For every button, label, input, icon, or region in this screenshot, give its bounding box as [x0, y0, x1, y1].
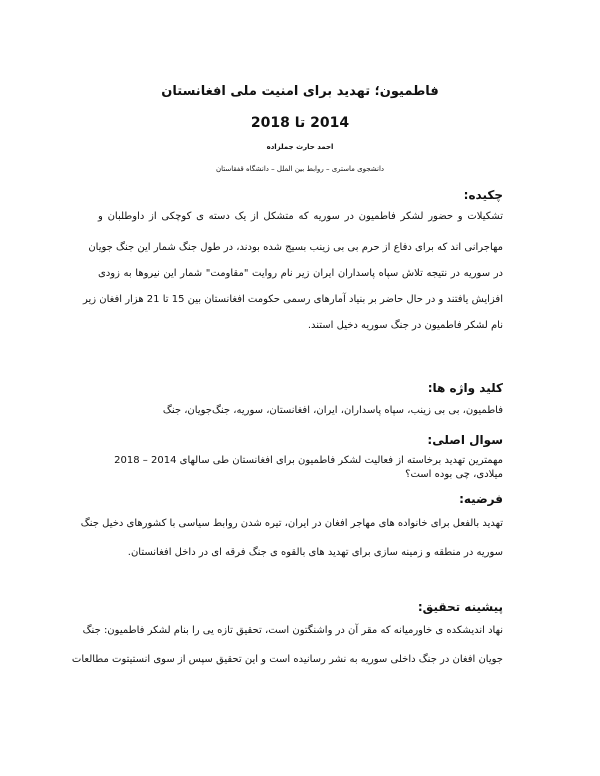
background-line: جویان افغان در جنگ داخلی سوریه به نشر رسانیده است و این تحقیق سپس از سوی انستیتوت مطالعات: [71, 654, 503, 665]
keywords-text: فاطمیون، بی بی زینب، سپاه پاسداران، ایران، افغانستان، سوریه، جنگ‌جویان، جنگ: [162, 405, 503, 416]
author-name: احمد حارث جملزاده: [266, 143, 334, 151]
keywords-heading: کلید واژه ها:: [427, 381, 503, 395]
main-question-heading: سوال اصلی:: [427, 433, 503, 447]
abstract-heading: چکیده:: [463, 188, 503, 202]
background-line: نهاد اندیشکده ی خاورمیانه که مقر آن در واشنگتون است، تحقیق تازه یی را بنام لشکر فاطمیون: جنگ: [82, 625, 503, 636]
paper-title: فاطمیون؛ تهدید برای امنیت ملی افغانستان: [161, 84, 439, 99]
abstract-line: مهاجرانی اند که برای دفاع از حرم بی بی زینب بسیج شده بودند، در طول جنگ شمار این جنگ جویان: [88, 242, 503, 253]
background-heading: پیشینه تحقیق:: [417, 600, 503, 614]
abstract-line: نام لشکر فاطمیون در جنگ سوریه دخیل استند.: [307, 320, 503, 331]
main-question-text: مهمترین تهدید برخاسته از فعالیت لشکر فاطمیون برای افغانستان طی سالهای 2014 – 2018 میلادی، چی بوده است؟: [114, 455, 503, 480]
abstract-line: در سوریه در نتیجه تلاش سپاه پاسداران ایران زیر نام روایت "مقاومت" شمار این نیروها به زودی: [98, 268, 503, 279]
paper-date-range: 2014 تا 2018: [250, 115, 350, 131]
hypothesis-line: سوریه در منطقه و زمینه سازی برای تهدید های بالقوه ی جنگ فرقه ای در داخل افغانستان.: [127, 547, 503, 558]
author-affiliation: دانشجوی ماستری – روابط بین الملل – دانشگاه قفقاستان: [215, 165, 385, 173]
abstract-line: افزایش یافتند و در حال حاضر بر بنیاد آمارهای رسمی حکومت افغانستان بین 15 تا 21 هزار افغان زیر: [82, 294, 503, 305]
hypothesis-line: تهدید بالفعل برای خانواده های مهاجر افغان در ایران، تیره شدن روابط سیاسی با کشورهای دخیل جنگ: [80, 518, 503, 529]
abstract-line: تشکیلات و حضور لشکر فاطمیون در سوریه که متشکل از یک دسته ی کوچکی از داوطلبان و: [98, 211, 503, 222]
hypothesis-heading: فرضیه:: [459, 492, 503, 506]
